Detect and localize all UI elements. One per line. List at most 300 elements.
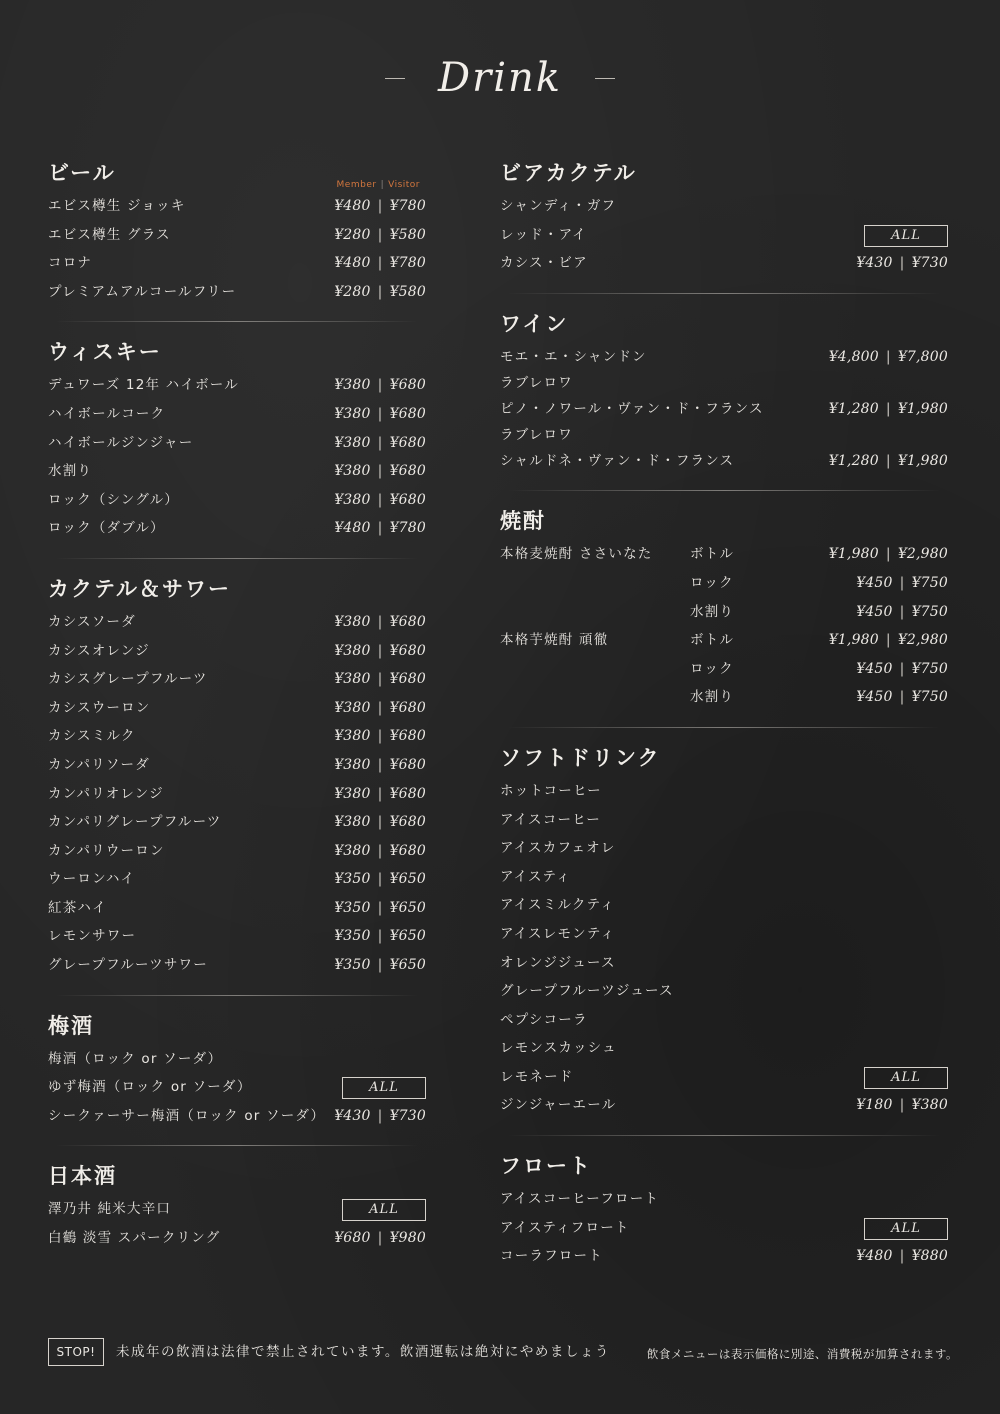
member-price: ¥350 [334,871,371,888]
menu-item [48,1102,426,1131]
price-separator: | [377,198,383,214]
visitor-price: ¥750 [911,574,948,591]
visitor-price: ¥680 [389,405,426,422]
item-name: ロック（シングル） [48,491,180,508]
member-price: ¥380 [334,671,371,688]
price-separator: | [377,728,383,745]
menu-item [48,951,426,980]
item-name: グレープフルーツジュース [500,983,674,1000]
visitor-price: ¥650 [389,871,426,888]
footer [48,1338,958,1366]
section-divider [56,321,418,322]
serving-style: 水割り [690,689,735,706]
menu-item [48,486,426,515]
menu-item [500,423,948,475]
price-separator: | [885,632,891,649]
menu-item [48,429,426,458]
section-shochu [500,506,948,712]
item-name: レモンスカッシュ [500,1040,617,1057]
visitor-price: ¥680 [389,377,426,394]
price-separator: | [885,348,891,365]
item-name: アイスレモンティ [500,925,616,942]
menu-item [500,1006,948,1035]
drinking-warning: 未成年の飲酒は法律で禁止されています。飲酒運転は絶対にやめましょう [116,1344,610,1360]
item-name: カシスミルク [48,728,136,745]
visitor-price: ¥680 [389,785,426,802]
menu-item [500,977,948,1006]
serving-style: ボトル [690,632,735,649]
item-name: グレープフルーツサワー [48,957,208,974]
item-name: レモンサワー [48,928,137,945]
visitor-price: ¥1,980 [897,401,948,418]
title-dash-left [385,78,405,79]
menu-item [500,343,948,372]
item-name: カンパリグレープフルーツ [48,814,222,831]
menu-item [48,894,426,923]
shochu-row [500,655,948,684]
section-float [500,1151,948,1271]
member-price: ¥380 [334,434,371,451]
menu-item [48,837,426,866]
price-separator: | [899,660,905,677]
price-pair [334,665,426,694]
member-price: ¥480 [856,1248,893,1265]
price-pair [856,683,948,712]
menu-title-area [0,55,1000,101]
visitor-price: ¥680 [389,842,426,859]
item-name: ハイボールジンジャー [48,434,194,451]
all-price-badge: ALL [342,1199,426,1221]
price-separator: | [377,434,383,451]
member-price: ¥680 [334,1230,371,1247]
price-pair [829,447,948,475]
price-separator: | [899,603,905,620]
item-name: カンパリオレンジ [48,785,164,802]
member-price: ¥4,800 [828,348,879,365]
section-whisky [48,337,426,543]
section-sake [48,1161,426,1252]
menu-item [48,1073,426,1102]
visitor-price: ¥680 [389,728,426,745]
price-separator: | [899,689,905,706]
item-name: レモネード [500,1068,574,1085]
item-name: ジンジャーエール [500,1097,617,1114]
price-pair [856,1242,948,1271]
member-price: ¥1,280 [828,453,879,470]
menu-item [500,949,948,978]
visitor-price: ¥730 [911,255,948,272]
member-price: ¥380 [334,842,371,859]
member-column-label: Member [336,180,377,190]
member-price: ¥380 [334,405,371,422]
item-name: ホットコーヒー [500,782,602,799]
price-separator: | [899,574,905,591]
visitor-price: ¥980 [389,1230,426,1247]
item-name: モエ・エ・シャンドン [500,348,647,365]
visitor-price: ¥780 [389,255,426,272]
price-separator: | [377,814,383,831]
item-name: コロナ [48,255,93,272]
price-separator: | [377,255,383,272]
menu-item [48,400,426,429]
price-pair [334,457,426,486]
visitor-price: ¥2,980 [897,546,948,563]
item-name: アイスティフロート [500,1219,630,1236]
price-separator: | [377,671,383,688]
item-name: ゆず梅酒（ロック or ソーダ） [48,1079,252,1096]
price-pair [334,637,426,666]
price-pair [856,569,948,598]
visitor-price: ¥650 [389,899,426,916]
menu-title: Drink [438,55,562,101]
member-price: ¥380 [334,728,371,745]
visitor-price: ¥730 [389,1107,426,1124]
member-price: ¥380 [334,491,371,508]
item-name: 白鶴 淡雪 スパークリング [48,1230,221,1247]
title-dash-right [595,78,615,79]
price-separator: | [377,463,383,480]
member-price: ¥1,980 [828,546,879,563]
visitor-price: ¥780 [389,198,426,214]
all-price-badge: ALL [864,1218,948,1240]
item-name: プレミアムアルコールフリー [48,283,237,300]
menu-item [48,514,426,543]
price-separator: | [377,871,383,888]
price-pair [334,278,426,307]
price-pair [334,1102,426,1131]
item-name: カンパリウーロン [48,842,165,859]
shochu-row [500,540,948,569]
price-pair [334,837,426,866]
menu-item [48,608,426,637]
section-divider [508,727,940,728]
price-pair [334,1224,426,1253]
member-price: ¥1,280 [828,401,879,418]
menu-item [48,637,426,666]
item-name: レッド・アイ [500,226,587,243]
menu-item [48,865,426,894]
item-name-sub: シャルドネ・ヴァン・ド・フランス [500,453,735,470]
visitor-price: ¥750 [911,689,948,706]
price-separator: | [377,642,383,659]
visitor-price: ¥680 [389,434,426,451]
price-separator: | [885,401,891,418]
price-pair [334,722,426,751]
visitor-price: ¥380 [911,1097,948,1114]
menu-item [500,891,948,920]
item-name: エビス樽生 グラス [48,226,171,243]
price-separator: | [377,1230,383,1247]
section-soft-drink [500,743,948,1120]
section-divider [56,995,418,996]
member-price: ¥380 [334,613,371,630]
price-separator: | [899,1097,905,1114]
menu-item [500,834,948,863]
menu-item [500,1091,948,1120]
price-pair [334,694,426,723]
shochu-row [500,683,948,712]
price-separator: | [377,1107,383,1124]
member-price: ¥450 [856,603,893,620]
price-pair [334,608,426,637]
menu-item [48,192,426,221]
member-price: ¥430 [334,1107,371,1124]
item-name: シャンディ・ガフ [500,198,617,214]
price-pair [829,626,948,655]
price-pair [856,655,948,684]
menu-item [500,1063,948,1092]
item-name: カンパリソーダ [48,756,150,773]
whisky-heading: ウィスキー [48,339,162,365]
member-price: ¥380 [334,642,371,659]
item-name: ペプシコーラ [500,1011,588,1028]
item-name: カシスウーロン [48,699,151,716]
visitor-price: ¥650 [389,928,426,945]
member-price: ¥450 [856,689,893,706]
menu-item [48,1045,426,1074]
visitor-price: ¥580 [389,283,426,300]
visitor-price: ¥680 [389,491,426,508]
price-separator: | [377,613,383,630]
member-price: ¥280 [334,283,371,300]
member-price: ¥450 [856,660,893,677]
menu-item [48,665,426,694]
visitor-price: ¥680 [389,671,426,688]
item-name: 梅酒（ロック or ソーダ） [48,1050,223,1067]
member-price: ¥480 [334,255,371,272]
price-separator: | [377,928,383,945]
member-price: ¥350 [334,899,371,916]
item-name: 本格芋焼酎 頑徹 [500,632,609,649]
price-pair [334,808,426,837]
item-name: アイスコーヒー [500,811,602,828]
section-umeshu [48,1011,426,1131]
item-name: ラブレロワ [500,375,573,392]
item-name: ウーロンハイ [48,871,136,888]
menu-item [500,249,948,278]
menu-item [48,1195,426,1224]
menu-item [48,780,426,809]
shochu-row [500,598,948,627]
visitor-price: ¥650 [389,957,426,974]
price-pair [334,249,426,278]
menu-item [48,457,426,486]
item-name: カシスソーダ [48,613,136,630]
float-heading: フロート [500,1153,592,1179]
item-name: ハイボールコーク [48,405,166,422]
visitor-price: ¥750 [911,603,948,620]
member-price: ¥380 [334,756,371,773]
member-price: ¥350 [334,957,371,974]
visitor-price: ¥580 [389,226,426,243]
menu-item [48,221,426,250]
section-beer [48,158,426,306]
visitor-price: ¥1,980 [897,453,948,470]
price-pair [334,780,426,809]
price-pair [856,249,948,278]
soft-drink-heading: ソフトドリンク [500,744,661,770]
visitor-price: ¥7,800 [897,348,948,365]
menu-item [48,808,426,837]
item-name: コーラフロート [500,1248,603,1265]
price-separator: | [377,283,383,300]
price-separator: | [377,226,383,243]
visitor-column-label: Visitor [388,180,420,190]
visitor-price: ¥2,980 [897,632,948,649]
item-name: ラブレロワ [500,427,573,444]
item-name: 紅茶ハイ [48,899,107,916]
menu-item [500,192,948,221]
member-price: ¥350 [334,928,371,945]
item-name: シークァーサー梅酒（ロック or ソーダ） [48,1107,326,1124]
price-pair [829,343,948,372]
beer-cocktail-heading: ビアカクテル [500,160,637,185]
price-separator: | [377,899,383,916]
price-pair [334,951,426,980]
price-pair [334,371,426,400]
all-price-badge: ALL [864,1067,948,1089]
price-separator: | [377,699,383,716]
price-pair [334,751,426,780]
all-price-badge: ALL [864,225,948,247]
item-name: アイスティ [500,868,571,885]
price-pair [334,400,426,429]
price-separator: | [377,957,383,974]
menu-item [48,694,426,723]
price-separator: | [377,405,383,422]
member-price: ¥480 [334,520,371,537]
menu-item [500,863,948,892]
item-name: カシスグレープフルーツ [48,671,208,688]
menu-item [48,922,426,951]
menu-item [500,1214,948,1243]
item-name: 本格麦焼酎 ささいなた [500,546,653,563]
visitor-price: ¥680 [389,699,426,716]
right-column [500,158,948,1271]
serving-style: ロック [690,574,734,591]
price-pair [334,429,426,458]
shochu-row [500,569,948,598]
section-beer-cocktail [500,158,948,278]
item-name: アイスミルクティ [500,897,615,914]
menu-item [500,371,948,423]
menu-item [500,1034,948,1063]
section-cocktail [48,574,426,980]
price-pair [334,192,426,221]
section-wine [500,309,948,476]
member-price: ¥380 [334,814,371,831]
price-separator: | [899,1248,905,1265]
price-pair [334,922,426,951]
menu-item [48,1224,426,1253]
price-pair [829,395,948,423]
visitor-price: ¥680 [389,642,426,659]
item-name: ロック（ダブル） [48,520,165,537]
cocktail-heading: カクテル＆サワー [48,575,231,601]
section-divider [508,490,940,491]
menu-item [48,371,426,400]
menu-item [500,221,948,250]
visitor-price: ¥680 [389,463,426,480]
price-separator: | [377,377,383,394]
item-name: カシス・ビア [500,255,588,272]
umeshu-heading: 梅酒 [48,1012,94,1038]
section-divider [508,1135,940,1136]
stop-badge: STOP! [48,1338,104,1366]
price-separator: | [377,785,383,802]
sake-heading: 日本酒 [48,1163,117,1189]
section-divider [508,293,940,294]
price-pair [856,1091,948,1120]
member-price: ¥380 [334,377,371,394]
visitor-price: ¥880 [911,1248,948,1265]
item-name: アイスコーヒーフロート [500,1191,660,1208]
menu-item [48,249,426,278]
all-price-badge: ALL [342,1077,426,1099]
price-separator: | [377,842,383,859]
menu-item [500,777,948,806]
member-price: ¥430 [856,255,893,272]
member-price: ¥380 [334,463,371,480]
item-name: 澤乃井 純米大辛口 [48,1201,172,1218]
serving-style: 水割り [690,603,735,620]
menu-item [500,1242,948,1271]
price-separator: | [885,453,891,470]
visitor-price: ¥780 [389,520,426,537]
menu-item [48,722,426,751]
item-name: カシスオレンジ [48,642,150,659]
member-price: ¥380 [334,699,371,716]
price-separator: | [899,255,905,272]
visitor-price: ¥750 [911,660,948,677]
price-separator: | [377,520,383,537]
price-pair [334,894,426,923]
serving-style: ロック [690,660,734,677]
visitor-price: ¥680 [389,756,426,773]
item-name-sub: ピノ・ノワール・ヴァン・ド・フランス [500,401,764,418]
serving-style: ボトル [690,546,735,563]
menu-item [48,751,426,780]
section-heading [48,158,426,192]
column-separator: | [380,180,385,190]
visitor-price: ¥680 [389,613,426,630]
price-separator: | [885,546,891,563]
item-name: デュワーズ 12年 ハイボール [48,377,239,394]
member-price: ¥480 [334,198,371,214]
price-pair [334,486,426,515]
menu-item [500,920,948,949]
menu-item [48,278,426,307]
price-pair [334,514,426,543]
item-name: オレンジジュース [500,954,616,971]
price-separator: | [377,491,383,508]
menu-item [500,1185,948,1214]
price-separator: | [377,756,383,773]
price-pair [856,598,948,627]
member-price: ¥180 [856,1097,893,1114]
menu-item [500,806,948,835]
section-divider [56,558,418,559]
member-price: ¥280 [334,226,371,243]
shochu-heading: 焼酎 [500,508,546,534]
member-price: ¥1,980 [828,632,879,649]
beer-heading: ビール [48,160,116,185]
shochu-row [500,626,948,655]
price-pair [334,221,426,250]
member-price: ¥450 [856,574,893,591]
member-price: ¥380 [334,785,371,802]
visitor-price: ¥680 [389,814,426,831]
